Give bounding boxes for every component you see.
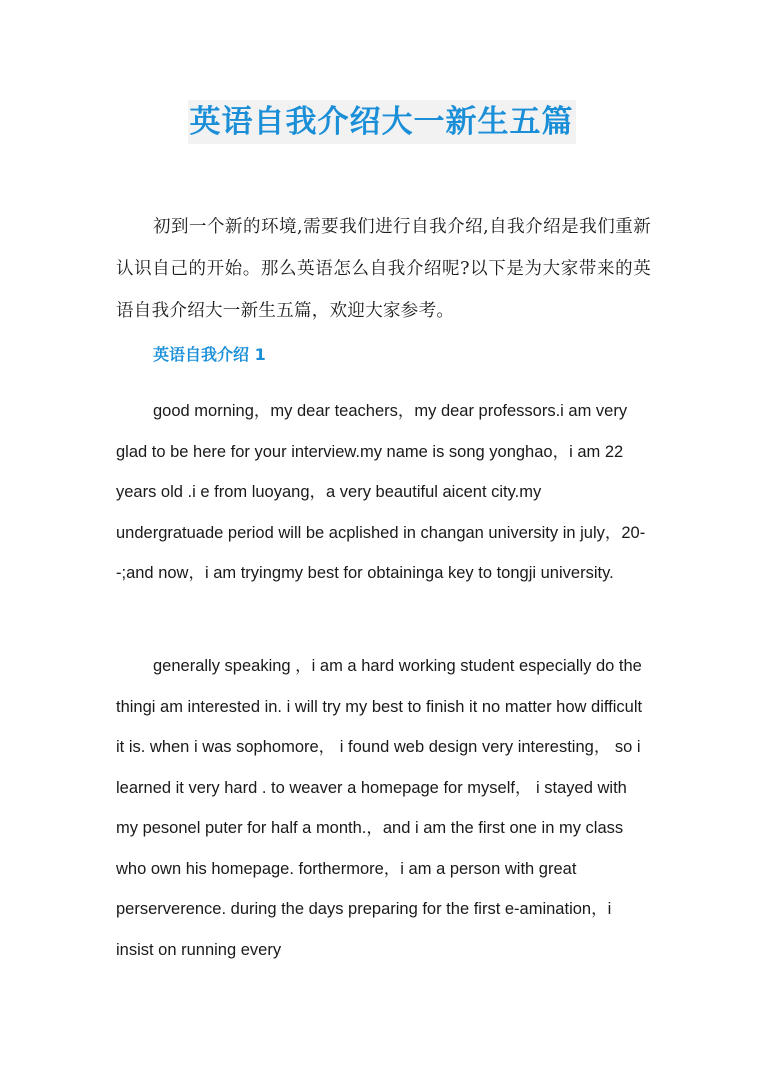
body-paragraph-1: good morning，my dear teachers，my dear professors.i am very glad to be here for your interview.my name is song yonghao，i am 22 years old .i e from luoyang，a very beautiful aicent city.my undergratuade period will be acplished in changan university in july，20--;and now，i am tryingmy best for obtaininga key to tongji university. bbox=[116, 402, 646, 582]
title-container bbox=[0, 100, 763, 144]
body-paragraph-2: generally speaking ，i am a hard working student especially do the thingi am interested in. i will try my best to finish it no matter how difficult it is. when i was sophomore， i found web design very interesting， so i learned it very hard . to weaver a homepage for myself， i stayed with my pesonel puter for half a month.，and i am the first one in my class who own his homepage. forthermore，i am a person with great perserverence. during the days preparing for the first e-amination，i insist on running every bbox=[116, 657, 643, 959]
intro-paragraph: 初到一个新的环境,需要我们进行自我介绍,自我介绍是我们重新认识自己的开始。那么英语怎么自我介绍呢?以下是为大家带来的英语自我介绍大一新生五篇，欢迎大家参考。 bbox=[116, 217, 651, 321]
document-title: 英语自我介绍大一新生五篇 bbox=[188, 100, 576, 144]
section-heading: 英语自我介绍 1 bbox=[153, 345, 266, 364]
